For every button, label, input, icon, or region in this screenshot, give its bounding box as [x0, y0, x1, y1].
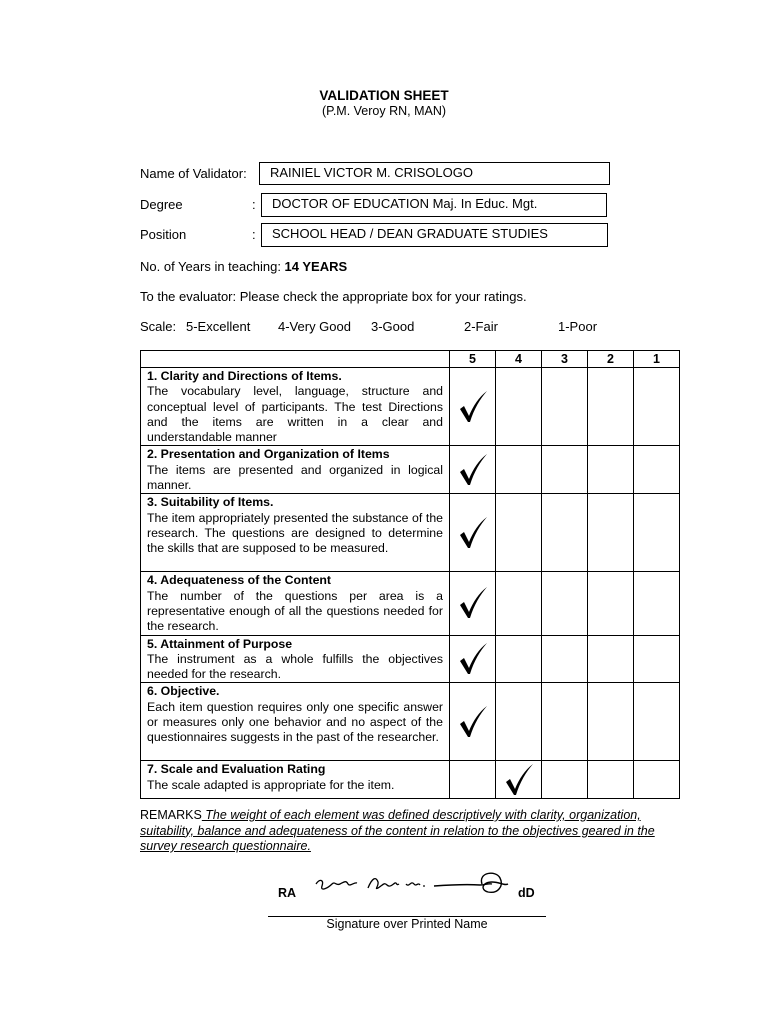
- column-header-4: 4: [496, 351, 542, 368]
- rating-cell[interactable]: [588, 446, 634, 494]
- criterion-heading: 1. Clarity and Directions of Items.: [147, 369, 342, 383]
- criterion-text: The number of the questions per area is a representative enough of all the questions needed for the research.: [147, 588, 443, 634]
- criterion-heading: 3. Suitability of Items.: [147, 495, 274, 510]
- rating-cell[interactable]: [634, 572, 680, 635]
- position-value: SCHOOL HEAD / DEAN GRADUATE STUDIES: [272, 226, 548, 241]
- rating-cell[interactable]: [450, 494, 496, 572]
- rating-table: [140, 350, 680, 799]
- rating-cell[interactable]: [588, 368, 634, 446]
- table-row: [141, 572, 680, 635]
- scale-item: 4-Very Good: [278, 319, 351, 334]
- criterion-cell: [141, 572, 450, 635]
- criterion-cell: [141, 494, 450, 572]
- rating-cell[interactable]: [588, 761, 634, 799]
- handwritten-signature: [296, 862, 526, 912]
- rating-cell[interactable]: [496, 572, 542, 635]
- check-mark-icon: [503, 762, 535, 798]
- check-mark-icon: [457, 515, 489, 551]
- criterion-cell: [141, 635, 450, 683]
- remarks-text: The weight of each element was defined descriptively with clarity, organization, suitability, balance and adequateness of the content in relation to the objectives geared in the survey research questionnaire.: [140, 808, 655, 853]
- criterion-heading: 2. Presentation and Organization of Items: [147, 447, 390, 462]
- rating-cell[interactable]: [588, 635, 634, 683]
- column-header-5: 5: [450, 351, 496, 368]
- criterion-cell: [141, 368, 450, 446]
- check-mark-icon: [457, 641, 489, 677]
- criterion-heading: 4. Adequateness of the Content: [147, 573, 332, 588]
- scale-item: 2-Fair: [464, 319, 498, 334]
- scale-label: Scale:: [140, 319, 177, 334]
- column-header-2: 2: [588, 351, 634, 368]
- criteria-header: [141, 351, 450, 368]
- rating-cell[interactable]: [450, 761, 496, 799]
- rating-cell[interactable]: [634, 446, 680, 494]
- column-header-3: 3: [542, 351, 588, 368]
- scale-item: 5-Excellent: [186, 319, 251, 334]
- rating-cell[interactable]: [496, 446, 542, 494]
- degree-value: DOCTOR OF EDUCATION Maj. In Educ. Mgt.: [272, 196, 538, 211]
- table-header-row: [141, 351, 680, 368]
- years-line: [140, 259, 347, 274]
- rating-cell[interactable]: [496, 368, 542, 446]
- criterion-text: The items are presented and organized in logical manner.: [147, 462, 443, 493]
- criterion-text: The item appropriately presented the substance of the research. The questions are designed to determine the skills that are supposed to be measured.: [147, 510, 443, 556]
- criterion-heading: 7. Scale and Evaluation Rating: [147, 762, 326, 777]
- table-row: [141, 368, 680, 446]
- rating-cell[interactable]: [542, 761, 588, 799]
- rating-cell[interactable]: [542, 635, 588, 683]
- position-colon: :: [252, 227, 256, 242]
- rating-cell[interactable]: [588, 494, 634, 572]
- check-mark-icon: [457, 452, 489, 488]
- rating-cell[interactable]: [542, 572, 588, 635]
- rating-cell[interactable]: [542, 446, 588, 494]
- rating-cell[interactable]: [542, 368, 588, 446]
- rating-cell[interactable]: [542, 494, 588, 572]
- rating-cell[interactable]: [588, 683, 634, 761]
- rating-cell[interactable]: [450, 635, 496, 683]
- rating-cell[interactable]: [634, 683, 680, 761]
- criterion-heading: 6. Objective.: [147, 684, 220, 699]
- rating-cell[interactable]: [496, 494, 542, 572]
- table-row: [141, 683, 680, 761]
- criterion-text: The vocabulary level, language, structure and conceptual level of participants. The test Directions and the items are written in a clear and understandable manner: [147, 384, 443, 445]
- validator-field: [259, 162, 610, 185]
- table-row: [141, 635, 680, 683]
- printed-name-fragment-right: dD: [518, 886, 535, 900]
- remarks-label: REMARKS: [140, 808, 202, 822]
- position-label: Position: [140, 227, 187, 242]
- scale-item: 1-Poor: [558, 319, 598, 334]
- criterion-text: Each item question requires only one specific answer or measures only one behavior and no aspect of the questionnaires suggests in the past of the researcher.: [147, 699, 443, 745]
- signature-caption: Signature over Printed Name: [326, 917, 488, 931]
- criterion-heading: 5. Attainment of Purpose: [147, 636, 293, 651]
- criterion-cell: [141, 446, 450, 494]
- rating-cell[interactable]: [634, 635, 680, 683]
- scale-legend: [0, 319, 768, 335]
- criterion-text: The scale adapted is appropriate for the item.: [147, 777, 395, 792]
- printed-name-fragment-left: RA: [278, 886, 297, 900]
- rating-cell[interactable]: [496, 635, 542, 683]
- column-header-1: 1: [634, 351, 680, 368]
- criterion-cell: [141, 761, 450, 799]
- rating-cell[interactable]: [634, 494, 680, 572]
- check-mark-icon: [457, 704, 489, 740]
- criterion-cell: [141, 683, 450, 761]
- degree-field: [261, 193, 607, 217]
- criterion-text: The instrument as a whole fulfills the objectives needed for the research.: [147, 651, 443, 682]
- years-label: No. of Years in teaching:: [140, 259, 285, 274]
- rating-cell[interactable]: [588, 572, 634, 635]
- remarks-block: [140, 808, 660, 855]
- check-mark-icon: [457, 389, 489, 425]
- validator-label: Name of Validator:: [140, 166, 247, 181]
- table-row: [141, 446, 680, 494]
- rating-cell[interactable]: [450, 683, 496, 761]
- check-mark-icon: [457, 585, 489, 621]
- validator-value: RAINIEL VICTOR M. CRISOLOGO: [270, 165, 473, 180]
- rating-cell[interactable]: [450, 572, 496, 635]
- rating-cell[interactable]: [542, 683, 588, 761]
- years-value: 14 YEARS: [284, 259, 348, 274]
- evaluator-instruction: To the evaluator: Please check the appropriate box for your ratings.: [140, 289, 527, 304]
- position-field: [261, 223, 608, 247]
- document-title: VALIDATION SHEET: [319, 88, 449, 103]
- table-row: [141, 494, 680, 572]
- rating-cell[interactable]: [634, 368, 680, 446]
- document-subtitle: (P.M. Veroy RN, MAN): [321, 104, 447, 118]
- scale-item: 3-Good: [371, 319, 415, 334]
- rating-cell[interactable]: [496, 683, 542, 761]
- degree-colon: :: [252, 197, 256, 212]
- degree-label: Degree: [140, 197, 183, 212]
- table-row: [141, 761, 680, 799]
- rating-cell[interactable]: [450, 446, 496, 494]
- rating-cell[interactable]: [450, 368, 496, 446]
- rating-cell[interactable]: [634, 761, 680, 799]
- rating-cell[interactable]: [496, 761, 542, 799]
